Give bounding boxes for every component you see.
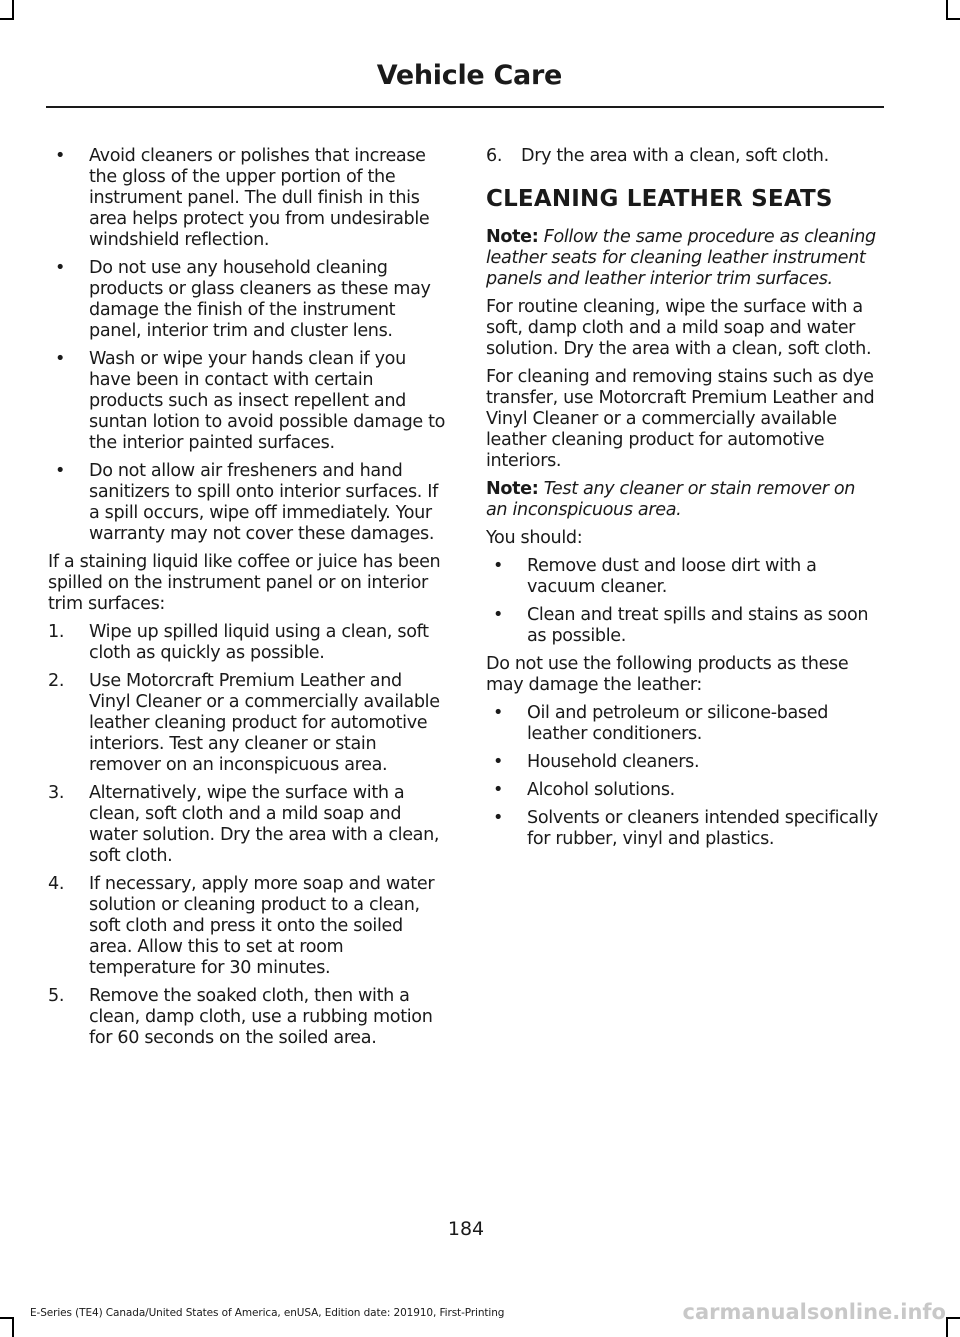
list-item-text: Clean and treat spills and stains as soon as possible. (527, 605, 869, 646)
list-item-text: Wash or wipe your hands clean if you have been in contact with certain products such as insect repellent and suntan lotion to avoid possible damage to the interior painted surfaces. (89, 349, 446, 453)
list-item (486, 605, 880, 647)
step-item (48, 783, 448, 867)
bullet-mark: • (493, 808, 504, 828)
crop-mark-bottom-left (12, 1317, 14, 1337)
should-list (486, 556, 880, 647)
note (486, 227, 880, 290)
avoid-list (486, 703, 880, 850)
step-number: 5. (48, 986, 65, 1006)
page-number: 184 (447, 1218, 485, 1240)
step-number: 4. (48, 874, 65, 894)
page-title: Vehicle Care (376, 60, 562, 91)
crop-mark-bottom-right (946, 1317, 948, 1337)
step-text: Dry the area with a clean, soft cloth. (521, 146, 829, 166)
list-item (48, 146, 448, 251)
left-column (48, 146, 448, 1056)
list-item (48, 349, 448, 454)
list-item (48, 461, 448, 545)
step-text: Alternatively, wipe the surface with a clean, soft cloth and a mild soap and water solution. Dry the area with a clean, soft cloth. (89, 783, 440, 866)
crop-mark-top-right (946, 18, 960, 20)
step-item (48, 671, 448, 776)
bullet-mark: • (493, 556, 504, 576)
paragraph: You should: (486, 528, 583, 548)
paragraph: Do not use the following products as these may damage the leather: (486, 654, 849, 695)
step-number: 3. (48, 783, 65, 803)
cleaning-steps-continued (486, 146, 880, 167)
bullet-mark: • (55, 258, 66, 278)
step-item (48, 622, 448, 664)
list-item (486, 752, 880, 773)
note (486, 479, 880, 521)
step-number: 6. (486, 146, 503, 166)
right-column (486, 146, 880, 857)
list-item-text: Do not use any household cleaning products or glass cleaners as these may damage the finish of the instrument panel, interior trim and cluster lens. (89, 258, 431, 341)
crop-mark-top-left (12, 0, 14, 20)
precautions-list (48, 146, 448, 545)
bullet-mark: • (55, 461, 66, 481)
crop-mark-top-left (0, 18, 14, 20)
list-item (48, 258, 448, 342)
paragraph: For routine cleaning, wipe the surface with a soft, damp cloth and a mild soap and water solution. Dry the area with a clean, soft cloth. (486, 297, 872, 359)
step-text: Wipe up spilled liquid using a clean, soft cloth as quickly as possible. (89, 622, 429, 663)
paragraph: For cleaning and removing stains such as dye transfer, use Motorcraft Premium Leather and Vinyl Cleaner or a commercially available leather cleaning product for automotive interiors. (486, 367, 875, 471)
crop-mark-bottom-right (946, 1317, 960, 1319)
note-text: Follow the same procedure as cleaning leather seats for cleaning leather instrument panels and leather interior trim surfaces. (486, 227, 876, 289)
list-item-text: Solvents or cleaners intended specifically for rubber, vinyl and plastics. (527, 808, 878, 849)
crop-mark-bottom-left (0, 1317, 14, 1319)
list-item-text: Household cleaners. (527, 752, 700, 772)
step-number: 1. (48, 622, 65, 642)
section-heading: CLEANING LEATHER SEATS (486, 186, 833, 212)
step-text: If necessary, apply more soap and water solution or cleaning product to a clean, soft cloth and press it onto the soiled area. Allow this to set at room temperature for 30 minutes. (89, 874, 435, 978)
footer-edition-info: E-Series (TE4) Canada/United States of America, enUSA, Edition date: 201910, First-Printing (30, 1307, 505, 1319)
list-item-text: Remove dust and loose dirt with a vacuum cleaner. (527, 556, 817, 597)
step-item (486, 146, 880, 167)
watermark: carmanualsonline.info (682, 1300, 946, 1324)
list-item-text: Do not allow air fresheners and hand sanitizers to spill onto interior surfaces. If a spill occurs, wipe off immediately. Your warranty may not cover these damages. (89, 461, 438, 544)
step-number: 2. (48, 671, 65, 691)
step-text: Remove the soaked cloth, then with a clean, damp cloth, use a rubbing motion for 60 seconds on the soiled area. (89, 986, 433, 1048)
list-item-text: Oil and petroleum or silicone-based leather conditioners. (527, 703, 829, 744)
bullet-mark: • (493, 605, 504, 625)
step-text: Use Motorcraft Premium Leather and Vinyl Cleaner or a commercially available leather cleaning product for automotive interiors. Test any cleaner or stain remover on an inconspicuous area. (89, 671, 440, 775)
note-text: Test any cleaner or stain remover on an inconspicuous area. (486, 479, 856, 520)
list-item-text: Avoid cleaners or polishes that increase the gloss of the upper portion of the instrument panel. The dull finish in this area helps protect you from undesirable windshield reflection. (89, 146, 430, 250)
staining-intro: If a staining liquid like coffee or juice has been spilled on the instrument panel or on interior trim surfaces: (48, 552, 441, 614)
cleaning-steps (48, 622, 448, 1049)
list-item (486, 780, 880, 801)
list-item (486, 808, 880, 850)
bullet-mark: • (55, 349, 66, 369)
note-label: Note: (486, 227, 539, 247)
header-divider (46, 106, 884, 108)
step-item (48, 986, 448, 1049)
bullet-mark: • (493, 703, 504, 723)
list-item-text: Alcohol solutions. (527, 780, 675, 800)
bullet-mark: • (55, 146, 66, 166)
step-item (48, 874, 448, 979)
list-item (486, 703, 880, 745)
crop-mark-top-right (946, 0, 948, 20)
note-label: Note: (486, 479, 539, 499)
bullet-mark: • (493, 752, 504, 772)
bullet-mark: • (493, 780, 504, 800)
list-item (486, 556, 880, 598)
